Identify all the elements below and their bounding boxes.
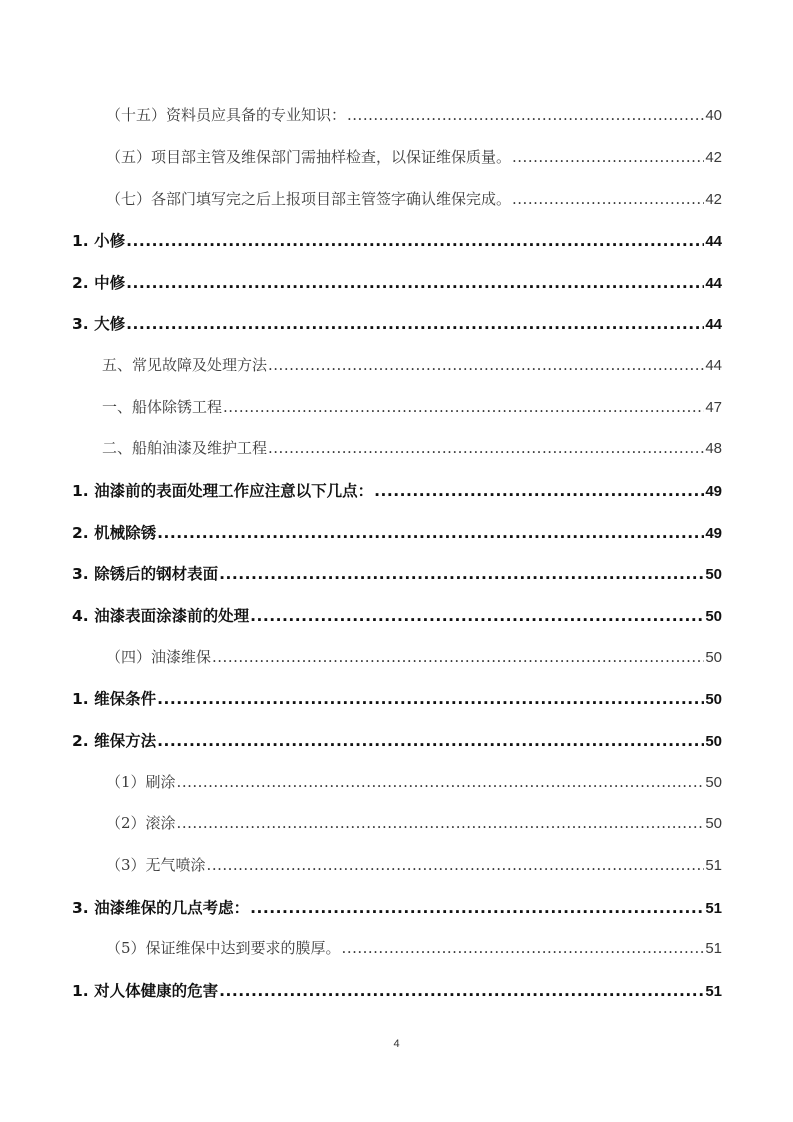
toc-entry-page: 49 (705, 483, 722, 500)
toc-entry-page: 50 (705, 733, 722, 750)
dot-leader (268, 356, 704, 374)
toc-entry[interactable] (72, 896, 722, 920)
toc-entry-page: 51 (705, 900, 722, 917)
toc-entry[interactable] (72, 229, 722, 253)
dot-leader (126, 232, 704, 250)
dot-leader (126, 274, 704, 292)
dot-leader (177, 814, 705, 832)
dot-leader (223, 398, 704, 416)
toc-entry-label: （5）保证维保中达到要求的膜厚。 (106, 939, 341, 957)
dot-leader (207, 856, 705, 874)
toc-entry-page: 50 (705, 691, 722, 708)
dot-leader (219, 565, 704, 583)
toc-entry-page: 48 (705, 440, 722, 457)
toc-entry[interactable] (72, 271, 722, 295)
toc-entry-label: 3. 大修 (72, 315, 126, 333)
toc-entry[interactable] (102, 354, 722, 378)
toc-entry-label: （1）刷涂 (106, 773, 176, 791)
toc-entry-label: 1. 小修 (72, 232, 126, 250)
toc-entry-label: 1. 维保条件 (72, 690, 157, 708)
toc-entry-page: 51 (705, 983, 722, 1000)
dot-leader (212, 648, 704, 666)
toc-entry[interactable] (102, 396, 722, 420)
toc-entry-page: 50 (705, 608, 722, 625)
toc-entry-page: 42 (705, 149, 722, 166)
toc-entry-page: 50 (705, 566, 722, 583)
toc-entry-page: 51 (705, 857, 722, 874)
toc-entry-page: 44 (705, 275, 722, 292)
toc-entry[interactable] (106, 646, 722, 670)
toc-entry-page: 50 (705, 649, 722, 666)
toc-entry[interactable] (72, 479, 722, 503)
dot-leader (219, 982, 704, 1000)
dot-leader (268, 439, 704, 457)
toc-entry[interactable] (106, 188, 722, 212)
toc-entry[interactable] (106, 104, 722, 128)
dot-leader (126, 315, 704, 333)
dot-leader (157, 524, 704, 542)
toc-entry-page: 49 (705, 525, 722, 542)
toc-entry-page: 42 (705, 191, 722, 208)
toc-entry-page: 44 (705, 316, 722, 333)
dot-leader (342, 939, 705, 957)
toc-entry-label: 一、船体除锈工程 (102, 398, 223, 416)
toc-entry-label: 1. 对人体健康的危害 (72, 982, 219, 1000)
toc-entry-page: 50 (705, 815, 722, 832)
dot-leader (157, 690, 704, 708)
toc-entry-label: 3. 油漆维保的几点考虑： (72, 899, 250, 917)
page-number: 4 (393, 1038, 400, 1050)
dot-leader (177, 773, 705, 791)
toc-entry-page: 44 (705, 357, 722, 374)
toc-entry-page: 50 (705, 774, 722, 791)
dot-leader (512, 190, 704, 208)
toc-entry-page: 51 (705, 940, 722, 957)
toc-entry-label: 3. 除锈后的钢材表面 (72, 565, 219, 583)
dot-leader (374, 482, 704, 500)
toc-entry[interactable] (72, 729, 722, 753)
toc-entry[interactable] (72, 312, 722, 336)
toc-entry-label: （3）无气喷涂 (106, 856, 206, 874)
dot-leader (347, 106, 704, 124)
toc-entry-label: （四）油漆维保 (106, 648, 212, 666)
toc-entry-label: （五）项目部主管及维保部门需抽样检查，以保证维保质量。 (106, 148, 512, 166)
toc-entry[interactable] (106, 771, 722, 795)
toc-entry-page: 40 (705, 107, 722, 124)
toc-entry-label: 二、船舶油漆及维护工程 (102, 439, 268, 457)
toc-entry-label: 2. 中修 (72, 274, 126, 292)
toc-entry[interactable] (72, 562, 722, 586)
toc-entry[interactable] (72, 521, 722, 545)
toc-entry[interactable] (106, 146, 722, 170)
toc-entry-label: 1. 油漆前的表面处理工作应注意以下几点： (72, 482, 374, 500)
toc-entry[interactable] (72, 687, 722, 711)
toc-entry-label: （十五）资料员应具备的专业知识： (106, 106, 347, 124)
dot-leader (157, 732, 704, 750)
toc-entry-page: 44 (705, 233, 722, 250)
toc-entry-label: 2. 维保方法 (72, 732, 157, 750)
toc-entry-label: （2）滚涂 (106, 814, 176, 832)
toc-entry[interactable] (72, 979, 722, 1003)
dot-leader (250, 607, 704, 625)
dot-leader (512, 148, 704, 166)
dot-leader (250, 899, 704, 917)
toc-entry-label: （七）各部门填写完之后上报项目部主管签字确认维保完成。 (106, 190, 512, 208)
toc-entry[interactable] (72, 604, 722, 628)
toc-entry-label: 4. 油漆表面涂漆前的处理 (72, 607, 250, 625)
toc-entry[interactable] (106, 937, 722, 961)
toc-entry-label: 2. 机械除锈 (72, 524, 157, 542)
toc-entry[interactable] (106, 812, 722, 836)
toc-entry[interactable] (106, 854, 722, 878)
toc-entry-page: 47 (705, 399, 722, 416)
toc-entry-label: 五、常见故障及处理方法 (102, 356, 268, 374)
toc-entry[interactable] (102, 437, 722, 461)
